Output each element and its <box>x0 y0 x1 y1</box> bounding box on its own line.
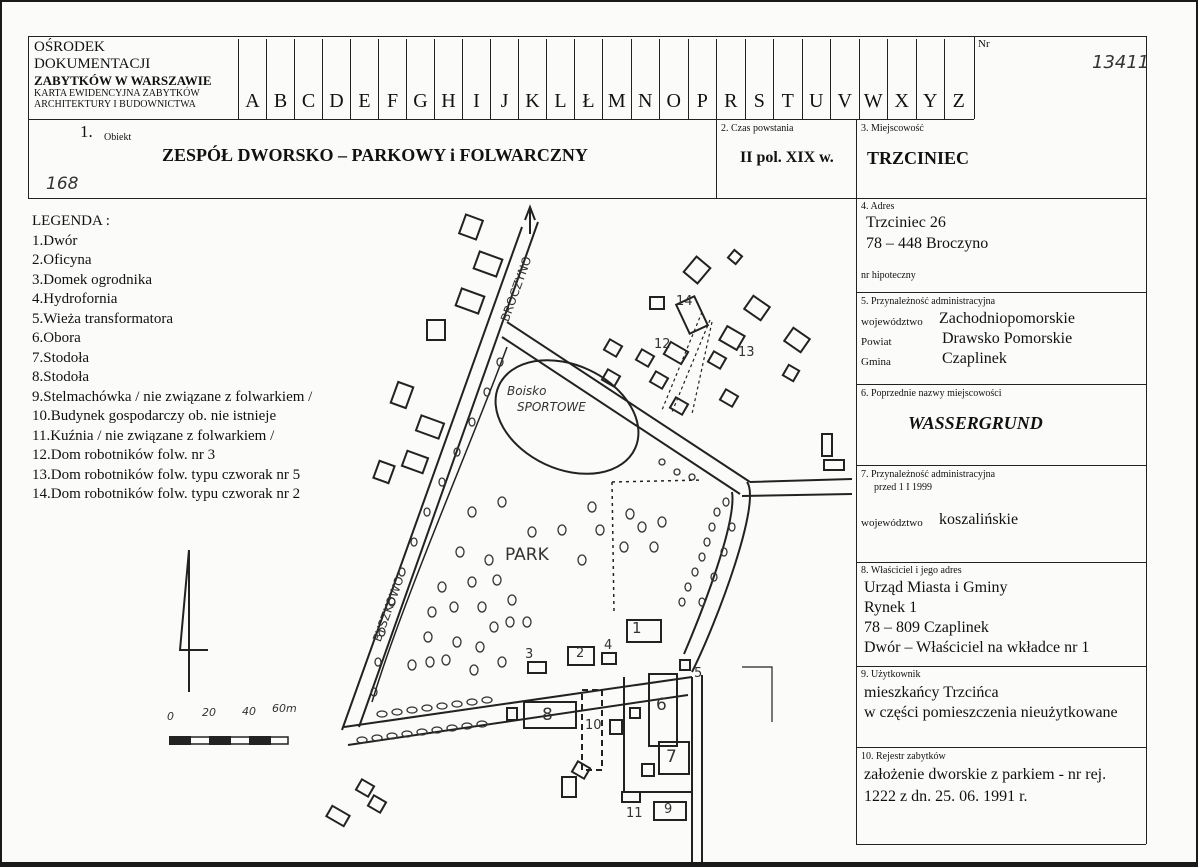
field7-woj: koszalińskie <box>939 511 1019 528</box>
nr-label: Nr <box>978 38 990 50</box>
field9-line2: w części pomieszczenia nieużytkowane <box>864 704 1118 721</box>
legend-item: 14.Dom robotników folw. typu czworak nr 2 <box>32 486 301 502</box>
index-letter-10: K <box>518 39 546 119</box>
num-9: 9 <box>664 802 673 817</box>
index-letter-4: E <box>350 39 378 119</box>
index-letter-6: G <box>406 39 434 119</box>
field3-value: TRZCINIEC <box>867 148 970 168</box>
field5-label: 5. Przynależność administracyjna <box>861 296 996 307</box>
legend-item: 5.Wieża transformatora <box>32 310 173 327</box>
field1-value: ZESPÓŁ DWORSKO – PARKOWY i FOLWARCZNY <box>162 145 588 165</box>
num-11: 11 <box>626 806 643 821</box>
legend-item: 13.Dom robotników folw. typu czworak nr 5 <box>32 466 301 483</box>
scale-20: 20 <box>202 706 216 719</box>
index-letter-25: Z <box>944 39 973 119</box>
record-card <box>2 2 1196 862</box>
index-letter-14: N <box>631 39 660 119</box>
scale-40: 40 <box>242 705 256 718</box>
legend-item: 8.Stodoła <box>32 369 90 385</box>
field9-line1: mieszkańcy Trzcińca <box>864 684 999 701</box>
index-letter-11: L <box>546 39 574 119</box>
field8-line3: 78 – 809 Czaplinek <box>864 619 989 636</box>
num-10: 10 <box>585 718 602 733</box>
index-letter-7: H <box>434 39 462 119</box>
institution-line1: OŚRODEK <box>34 39 105 55</box>
index-letter-20: U <box>802 39 831 119</box>
field10-line2: 1222 z dn. 25. 06. 1991 r. <box>864 788 1028 805</box>
field1-number: 1. <box>80 122 93 141</box>
scale-0: 0 <box>167 710 174 723</box>
legend-item: 11.Kuźnia / nie związane z folwarkiem / <box>32 427 275 444</box>
index-letter-13: M <box>602 39 631 119</box>
num-7: 7 <box>666 747 677 767</box>
legend-item: 9.Stelmachówka / nie związane z folwarkiem / <box>32 388 313 405</box>
field5-woj: Zachodniopomorskie <box>939 310 1075 327</box>
index-letter-3: D <box>322 39 350 119</box>
field7-woj-label: województwo <box>861 517 923 529</box>
field10-label: 10. Rejestr zabytków <box>861 751 946 762</box>
field7-label2: przed 1 I 1999 <box>874 482 933 493</box>
road-label-byszkowo: BYSZKOWO <box>370 574 407 644</box>
legend-title: LEGENDA : <box>32 213 110 229</box>
num-13: 13 <box>738 345 755 360</box>
field9-label: 9. Użytkownik <box>861 669 921 680</box>
index-letter-12: Ł <box>574 39 602 119</box>
field4-label: 4. Adres <box>861 201 895 212</box>
index-letter-1: B <box>266 39 294 119</box>
index-letter-23: X <box>887 39 916 119</box>
num-8: 8 <box>542 705 553 725</box>
field5-pow-label: Powiat <box>861 336 892 348</box>
index-letter-5: F <box>378 39 406 119</box>
building-4 <box>602 653 616 664</box>
legend-item: 6.Obora <box>32 330 81 346</box>
legend-item: 2.Oficyna <box>32 252 92 268</box>
legend-item: 3.Domek ogrodnika <box>32 271 152 288</box>
north-arrow-icon <box>180 550 208 692</box>
index-letter-22: W <box>859 39 888 119</box>
field3-label: 3. Miejscowość <box>861 123 924 134</box>
institution-line4: KARTA EWIDENCYJNA ZABYTKÓW <box>34 88 200 99</box>
legend-item: 7.Stodoła <box>32 349 90 366</box>
field5-woj-label: województwo <box>861 316 923 328</box>
scale-60: 60m <box>272 702 297 715</box>
sports-label-1: Boisko <box>507 384 547 398</box>
field10-line1: założenie dworskie z parkiem - nr rej. <box>864 766 1107 783</box>
field2-value: II pol. XIX w. <box>740 149 834 166</box>
index-letter-8: I <box>462 39 490 119</box>
index-letter-21: V <box>830 39 859 119</box>
num-1: 1 <box>632 619 642 637</box>
num-3: 3 <box>525 647 534 662</box>
legend-item: 1.Dwór <box>32 232 78 249</box>
nr-handwritten: 13411 <box>1092 52 1150 73</box>
building-3 <box>528 662 546 673</box>
field1-handnote: 168 <box>46 174 79 194</box>
index-letter-17: R <box>716 39 745 119</box>
field6-label: 6. Poprzednie nazwy miejscowości <box>861 388 1002 399</box>
road-label-broczyno: BROCZYNO <box>497 254 535 324</box>
building-11 <box>622 792 640 802</box>
num-5: 5 <box>694 666 703 681</box>
legend-item: 4.Hydrofornia <box>32 291 118 307</box>
num-4: 4 <box>604 638 613 653</box>
sports-label-2: SPORTOWE <box>517 400 586 414</box>
num-14: 14 <box>676 294 693 309</box>
num-12: 12 <box>654 337 671 352</box>
field4-line2: 78 – 448 Broczyno <box>866 235 989 252</box>
field8-line1: Urząd Miasta i Gminy <box>864 579 1008 596</box>
field7-label: 7. Przynależność administracyjna <box>861 469 996 480</box>
index-letter-15: O <box>659 39 688 119</box>
park-label: PARK <box>505 545 549 565</box>
institution-line2: DOKUMENTACJI <box>34 56 151 72</box>
legend-item: 12.Dom robotników folw. nr 3 <box>32 447 216 463</box>
index-letter-16: P <box>688 39 717 119</box>
field5-pow: Drawsko Pomorskie <box>942 330 1073 347</box>
field1-label: Obiekt <box>104 132 132 143</box>
index-letter-19: T <box>773 39 802 119</box>
field4-line1: Trzciniec 26 <box>866 214 946 231</box>
index-letter-2: C <box>294 39 322 119</box>
num-6: 6 <box>656 695 667 715</box>
field8-label: 8. Właściciel i jego adres <box>861 565 962 576</box>
index-letter-18: S <box>745 39 774 119</box>
site-plan <box>2 2 1196 862</box>
index-letter-0: A <box>238 39 266 119</box>
index-letter-9: J <box>490 39 518 119</box>
field5-gm-label: Gmina <box>861 356 891 368</box>
legend-item: 10.Budynek gospodarczy ob. nie istnieje <box>32 408 277 424</box>
field6-value: WASSERGRUND <box>908 413 1043 433</box>
field4-hip: nr hipoteczny <box>861 270 916 281</box>
num-2: 2 <box>576 646 585 661</box>
institution-line3: ZABYTKÓW W WARSZAWIE <box>34 73 212 88</box>
building-5 <box>680 660 690 670</box>
field8-line2: Rynek 1 <box>864 599 918 616</box>
field8-line4: Dwór – Właściciel na wkładce nr 1 <box>864 639 1090 656</box>
field2-label: 2. Czas powstania <box>721 123 794 134</box>
index-letter-24: Y <box>916 39 945 119</box>
field5-gm: Czaplinek <box>942 350 1007 367</box>
institution-line5: ARCHITEKTURY I BUDOWNICTWA <box>34 99 196 110</box>
